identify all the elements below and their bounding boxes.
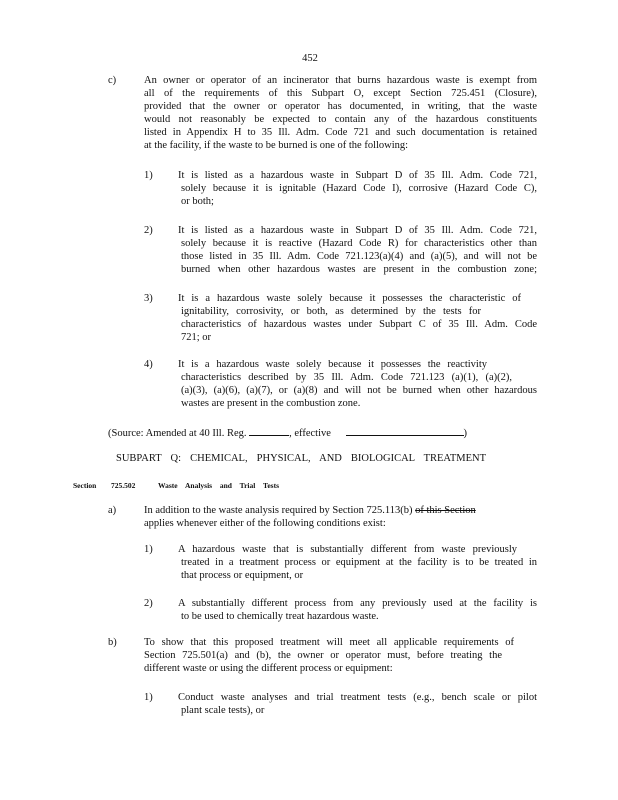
section-word: Section xyxy=(73,481,97,490)
para-c-line: would not reasonably be expected to contain any of the hazardous constituents xyxy=(144,114,537,125)
item-b1-text xyxy=(178,691,537,717)
para-a-line xyxy=(144,504,537,517)
item-b1-label: 1) xyxy=(144,692,153,703)
item-a1-label: 1) xyxy=(144,544,153,555)
item-c3-text xyxy=(178,292,537,344)
item-line: characteristics of hazardous wastes under Subpart C of 35 Ill. Adm. Code xyxy=(181,319,537,330)
para-b-line: Section 725.501(a) and (b), the owner or operator must, before treating the xyxy=(144,650,502,661)
section-number: 725.502 xyxy=(111,481,136,490)
item-c1-text xyxy=(178,169,537,208)
source-note-middle: , effective xyxy=(289,428,331,439)
para-a-text xyxy=(144,504,537,530)
item-line: solely because it is ignitable (Hazard Code I), corrosive (Hazard Code C), xyxy=(181,183,537,194)
para-c-line: provided that the owner or operator has documented, in writing, that the waste xyxy=(144,101,537,112)
page-number: 452 xyxy=(302,53,318,64)
para-c-line: all of the requirements of this Subpart O, except Section 725.451 (Closure), xyxy=(144,88,537,99)
subpart-heading: SUBPART Q: CHEMICAL, PHYSICAL, AND BIOLOGICAL TREATMENT xyxy=(116,453,486,464)
item-line: It is a hazardous waste solely because it possesses the reactivity xyxy=(178,359,487,370)
item-a2-text xyxy=(178,597,537,623)
para-a-label: a) xyxy=(108,505,117,516)
item-line: It is listed as a hazardous waste in Subpart D of 35 Ill. Adm. Code 721, xyxy=(178,225,537,236)
item-c2-label: 2) xyxy=(144,225,153,236)
item-line: treated in a treatment process or equipment at the facility is to be treated in xyxy=(181,557,537,568)
source-note xyxy=(108,426,467,440)
source-note-prefix: (Source: Amended at 40 Ill. Reg. xyxy=(108,428,247,439)
item-c1-label: 1) xyxy=(144,170,153,181)
para-a-line-text: In addition to the waste analysis required by Section 725.113(b) xyxy=(144,505,413,516)
source-date-blank xyxy=(346,426,464,436)
item-line: It is a hazardous waste solely because it possesses the characteristic of xyxy=(178,293,521,304)
item-line: those listed in 35 Ill. Adm. Code 721.123(a)(4) and (a)(5), and will not be xyxy=(181,251,537,262)
para-b-text xyxy=(144,636,514,675)
item-line: burned when other hazardous wastes are present in the combustion zone; xyxy=(181,264,537,275)
source-note-suffix: ) xyxy=(463,428,468,439)
item-c2-text xyxy=(178,224,537,276)
item-a2-label: 2) xyxy=(144,598,153,609)
item-line: (a)(3), (a)(6), (a)(7), or (a)(8) and will not be burned when other hazardous xyxy=(181,385,537,396)
item-line: plant scale tests), or xyxy=(181,705,265,716)
item-line: to be used to chemically treat hazardous waste. xyxy=(181,611,379,622)
para-b-line: different waste or using the different process or equipment: xyxy=(144,663,393,674)
item-line: 721; or xyxy=(181,332,212,343)
para-c-line: at the facility, if the waste to be burned is one of the following: xyxy=(144,140,409,151)
item-line: It is listed as a hazardous waste in Subpart D of 35 Ill. Adm. Code 721, xyxy=(178,170,537,181)
para-c-line: listed in Appendix H to 35 Ill. Adm. Code 721 and such documentation is retained xyxy=(144,127,537,138)
item-line: that process or equipment, or xyxy=(181,570,304,581)
para-b-label: b) xyxy=(108,637,117,648)
item-line: ignitability, corrosivity, or both, as determined by the tests for xyxy=(181,306,481,317)
item-line: or both; xyxy=(181,196,214,207)
para-c-text xyxy=(144,74,537,152)
item-line: Conduct waste analyses and trial treatment tests (e.g., bench scale or pilot xyxy=(178,692,537,703)
para-c-line: An owner or operator of an incinerator that burns hazardous waste is exempt from xyxy=(144,75,537,86)
section-title: Waste Analysis and Trial Tests xyxy=(158,481,279,490)
item-line: wastes are present in the combustion zone. xyxy=(181,398,361,409)
item-c3-label: 3) xyxy=(144,293,153,304)
item-c4-label: 4) xyxy=(144,359,153,370)
source-volume-blank xyxy=(249,426,289,436)
para-c-label: c) xyxy=(108,75,117,86)
item-line: solely because it is reactive (Hazard Code R) for characteristics other than xyxy=(181,238,537,249)
item-a1-text xyxy=(178,543,537,582)
item-line: characteristics described by 35 Ill. Adm. Code 721.123 (a)(1), (a)(2), xyxy=(181,372,512,383)
struck-text: of this Section xyxy=(415,505,476,516)
item-line: A substantially different process from any previously used at the facility is xyxy=(178,598,537,609)
para-b-line: To show that this proposed treatment will meet all applicable requirements of xyxy=(144,637,514,648)
item-line: A hazardous waste that is substantially different from waste previously xyxy=(178,544,517,555)
item-c4-text xyxy=(178,358,537,410)
para-a-line: applies whenever either of the following conditions exist: xyxy=(144,518,386,529)
